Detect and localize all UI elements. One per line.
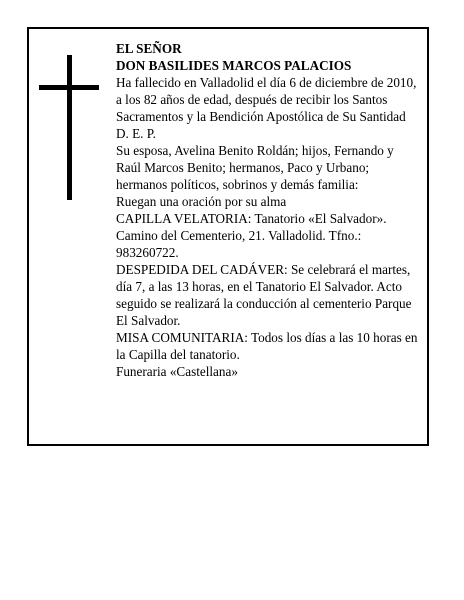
- obituary-notice: [27, 27, 429, 446]
- death-announcement: Ha fallecido en Valladolid el día 6 de diciembre de 2010, a los 82 años de edad, después de recibir los Santos Sacramentos y la Bendición Apostólica de Su Santidad: [116, 75, 417, 124]
- deceased-name: DON BASILIDES MARCOS PALACIOS: [116, 58, 352, 73]
- farewell-info: DESPEDIDA DEL CADÁVER: Se celebrará el martes, día 7, a las 13 horas, en el Tanatorio El Salvador. Acto seguido se realizará la conducción al cementerio Parque El Salvador.: [116, 262, 412, 328]
- cross-vertical-bar: [67, 55, 72, 200]
- rip-line: D. E. P.: [116, 126, 156, 141]
- funeral-home: Funeraria «Castellana»: [116, 364, 238, 379]
- cross-horizontal-bar: [39, 85, 99, 90]
- obituary-text: [116, 40, 421, 380]
- family-members: Su esposa, Avelina Benito Roldán; hijos, Fernando y Raúl Marcos Benito; hermanos, Paco y Urbano; hermanos políticos, sobrinos y demás familia:: [116, 143, 394, 192]
- wake-chapel-info: CAPILLA VELATORIA: Tanatorio «El Salvador». Camino del Cementerio, 21. Valladolid. Tfno.: 983260722.: [116, 211, 387, 260]
- cross-icon: [39, 55, 99, 200]
- obituary-title: EL SEÑOR: [116, 41, 182, 56]
- prayer-request: Ruegan una oración por su alma: [116, 194, 287, 209]
- community-mass-info: MISA COMUNITARIA: Todos los días a las 10 horas en la Capilla del tanatorio.: [116, 330, 418, 362]
